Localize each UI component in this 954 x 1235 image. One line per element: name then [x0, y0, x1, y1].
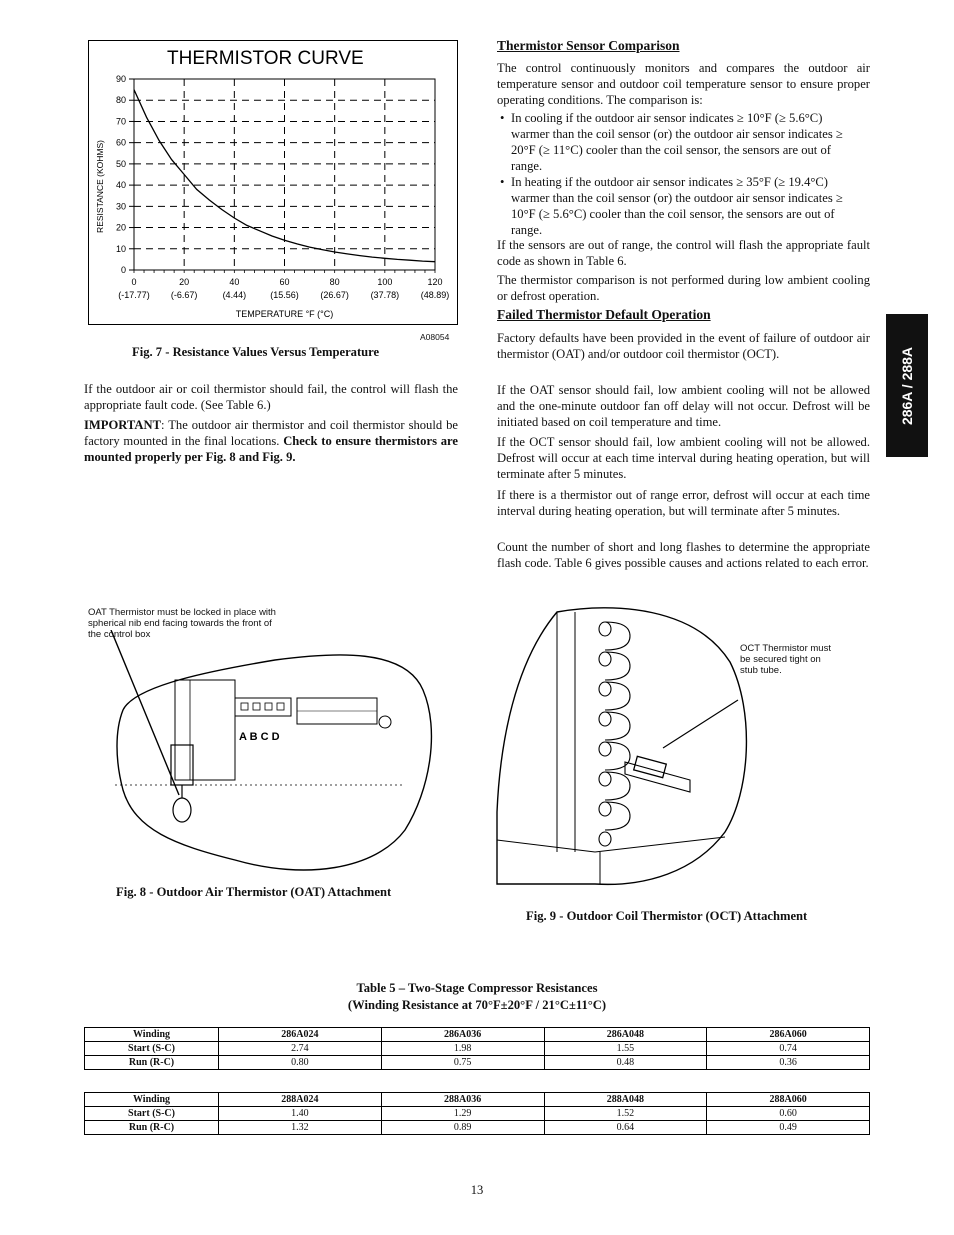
table-cell: 1.52: [544, 1107, 707, 1121]
chart-tick-label-x-celsius: (-17.77): [118, 290, 150, 300]
resistance-table-286a: [84, 1027, 870, 1070]
right-paragraph-5: If the OAT sensor should fail, low ambient cooling will not be allowed and the one-minute outdoor fan off delay will not occur. Defrost will be initiated based on coil temperature and time.: [497, 383, 870, 429]
chart-tick-label-x-celsius: (26.67): [320, 290, 349, 300]
table-cell: 0.36: [707, 1056, 870, 1070]
table-cell: 0.64: [544, 1121, 707, 1135]
oat-thermistor-nib: [173, 798, 191, 822]
table-cell: 1.29: [381, 1107, 544, 1121]
bullet-heating: • In heating if the outdoor air sensor indicates ≥ 35°F (≥ 19.4°C) warmer than the coil sensor (or) the outdoor air sensor indicates ≥ 10°F (≥ 5.6°C) cooler than the coil sensor, the sensors are out of range.: [497, 174, 859, 238]
chart-tick-label-x: 40: [229, 277, 240, 287]
table-cell: 1.32: [219, 1121, 382, 1135]
chart-tick-label-y: 40: [115, 180, 126, 191]
table-header-cell: 286A048: [544, 1028, 707, 1042]
chart-tick-label-y: 20: [115, 222, 126, 233]
chart-title: THERMISTOR CURVE: [167, 48, 364, 69]
right-paragraph-3: The thermistor comparison is not performed during low ambient cooling or defrost operation.: [497, 273, 870, 303]
table-cell: 1.40: [219, 1107, 382, 1121]
board-label: A B C D: [239, 731, 280, 743]
chart-tick-label-x-celsius: (-6.67): [170, 290, 198, 300]
table-row: [85, 1121, 870, 1135]
important-bold-text: Check to ensure thermistors are mounted properly per Fig. 8 and Fig. 9.: [84, 434, 458, 464]
right-paragraph-4: Factory defaults have been provided in the event of failure of outdoor air thermistor (OAT) and/or outdoor coil thermistor (OCT).: [497, 331, 870, 361]
table-cell: 2.74: [219, 1042, 382, 1056]
oat-illustration: [105, 630, 445, 878]
chart-tick-label-y: 0: [120, 265, 126, 275]
table-header-cell: 286A036: [381, 1028, 544, 1042]
chart-tick-label-x: 120: [427, 277, 443, 287]
chart-tick-label-x-celsius: (4.44): [222, 290, 247, 300]
table-cell: 0.74: [707, 1042, 870, 1056]
table-row: [85, 1042, 870, 1056]
chart-ylabel: RESISTANCE (KOHMS): [95, 140, 105, 233]
right-paragraph-6: If the OCT sensor should fail, low ambient cooling will not be allowed. Defrost will occur at each time interval during heating operation, but will terminate after 5 minutes.: [497, 435, 870, 481]
fig7-caption: Fig. 7 - Resistance Values Versus Temperature: [132, 345, 380, 359]
chart-figure-id: A08054: [420, 332, 450, 342]
control-box: [175, 680, 235, 780]
thermistor-chart-frame: [88, 40, 458, 325]
page-number: 13: [470, 1183, 484, 1197]
table-cell: 0.89: [381, 1121, 544, 1135]
right-paragraph-1: The control continuously monitors and compares the outdoor air temperature sensor and outdoor coil temperature sensor to ensure proper operating conditions. The comparison is:: [497, 61, 870, 107]
chart-tick-label-x-celsius: (48.89): [420, 290, 450, 300]
table-cell: Run (R-C): [85, 1056, 219, 1070]
right-paragraph-8: Count the number of short and long flashes to determine the appropriate flash code. Table 6 gives possible causes and actions related to each error.: [497, 540, 870, 570]
left-paragraph-1: If the outdoor air or coil thermistor should fail, the control will flash the appropriate fault code. (See Table 6.): [84, 382, 458, 412]
chart-tick-label-y: 70: [115, 116, 126, 127]
right-paragraph-7: If there is a thermistor out of range error, defrost will occur at each time interval during heating operation, but will terminate after 5 minutes.: [497, 488, 870, 518]
table-header-cell: 286A060: [707, 1028, 870, 1042]
table-cell: 1.98: [381, 1042, 544, 1056]
table-cell: Run (R-C): [85, 1121, 219, 1135]
table-header-row: [85, 1028, 870, 1042]
chart-tick-label-y: 60: [115, 137, 126, 148]
chart-xlabel: TEMPERATURE °F (°C): [235, 309, 334, 319]
table5-subtitle: (Winding Resistance at 70°F±20°F / 21°C±11°C): [347, 998, 607, 1012]
table-header-cell: 288A048: [544, 1093, 707, 1107]
chart-tick-label-x-celsius: (15.56): [270, 290, 299, 300]
table-header-cell: 288A024: [219, 1093, 382, 1107]
heading-sensor-comparison: Thermistor Sensor Comparison: [497, 38, 680, 53]
table-row: [85, 1056, 870, 1070]
comparison-bullet-list: [497, 110, 859, 238]
oat-leader-line: [111, 630, 179, 795]
heading-failed-default: Failed Thermistor Default Operation: [497, 307, 711, 322]
model-side-tab: [886, 314, 928, 457]
oat-cutaway-outline: [117, 655, 431, 870]
chart-tick-label-x: 100: [377, 277, 393, 287]
table-cell: Start (S-C): [85, 1107, 219, 1121]
table-cell: Start (S-C): [85, 1042, 219, 1056]
chart-tick-label-x: 0: [131, 277, 137, 287]
fig9-caption: Fig. 9 - Outdoor Coil Thermistor (OCT) Attachment: [526, 909, 808, 923]
oat-note: OAT Thermistor must be locked in place with spherical nib end facing towards the front of the control box: [88, 607, 276, 640]
chart-tick-label-x: 60: [279, 277, 290, 287]
table-header-cell: Winding: [85, 1028, 219, 1042]
table-header-cell: Winding: [85, 1093, 219, 1107]
chart-tick-label-y: 90: [115, 74, 126, 84]
chart-tick-label-y: 80: [115, 95, 126, 106]
oct-illustration: [495, 602, 750, 892]
side-tab-label: 286A / 288A: [899, 346, 915, 425]
important-label: IMPORTANT: [84, 418, 161, 432]
board-screw: [379, 716, 391, 728]
left-important-paragraph: [84, 417, 458, 465]
coil-tubes: [599, 622, 630, 846]
oct-thermistor: [634, 756, 667, 777]
table-cell: 0.48: [544, 1056, 707, 1070]
fig8-caption: Fig. 8 - Outdoor Air Thermistor (OAT) Attachment: [116, 885, 392, 899]
bullet-cooling: • In cooling if the outdoor air sensor indicates ≥ 10°F (≥ 5.6°C) warmer than the coil sensor (or) the outdoor air sensor indicates ≥ 20°F (≥ 11°C) cooler than the coil sensor, the sensors are out of range.: [497, 110, 859, 174]
table-cell: 0.60: [707, 1107, 870, 1121]
oct-leader-line: [663, 700, 738, 748]
oct-note: OCT Thermistor must be secured tight on stub tube.: [740, 643, 831, 676]
table-header-cell: 288A036: [381, 1093, 544, 1107]
resistance-table-288a: [84, 1092, 870, 1135]
table-row: [85, 1107, 870, 1121]
chart-tick-label-x-celsius: (37.78): [370, 290, 400, 300]
table-cell: 1.55: [544, 1042, 707, 1056]
right-paragraph-2: If the sensors are out of range, the control will flash the appropriate fault code as shown in Table 6.: [497, 238, 870, 268]
chart-tick-label-x: 80: [329, 277, 340, 287]
table5-title: Table 5 – Two-Stage Compressor Resistances: [356, 981, 598, 995]
chart-tick-label-x: 20: [179, 277, 190, 287]
thermistor-chart: [89, 41, 457, 324]
table-header-cell: 288A060: [707, 1093, 870, 1107]
table-header-cell: 286A024: [219, 1028, 382, 1042]
oct-cutaway-outline: [497, 608, 746, 885]
table-header-row: [85, 1093, 870, 1107]
chart-tick-label-y: 30: [115, 201, 126, 212]
table-cell: 0.80: [219, 1056, 382, 1070]
board-connector: [235, 698, 291, 716]
table-cell: 0.75: [381, 1056, 544, 1070]
chart-tick-label-y: 10: [115, 243, 126, 254]
important-text: : The outdoor air thermistor and coil thermistor should be factory mounted in the final locations.: [84, 418, 458, 448]
table-cell: 0.49: [707, 1121, 870, 1135]
chart-tick-label-y: 50: [115, 158, 126, 169]
